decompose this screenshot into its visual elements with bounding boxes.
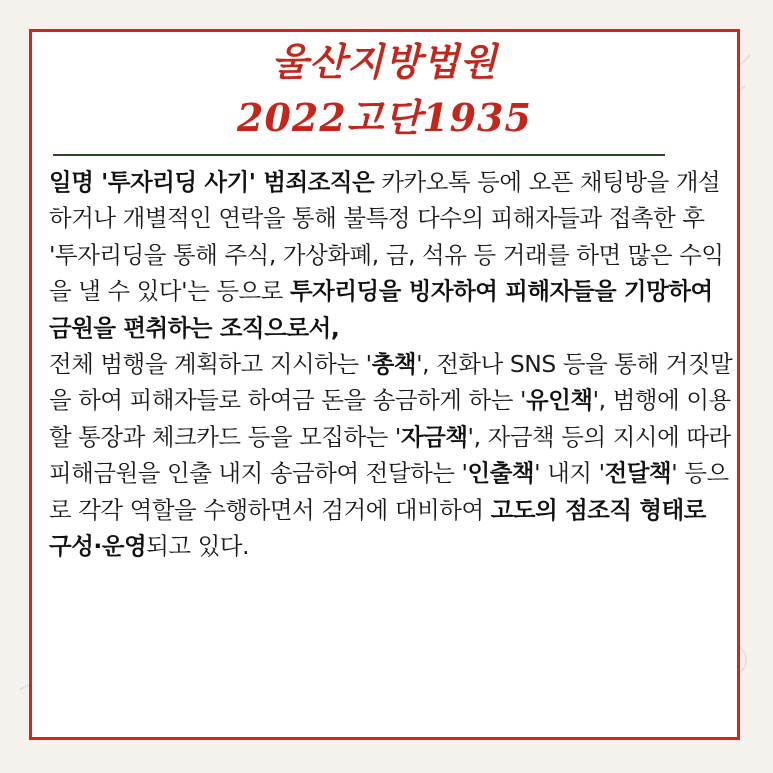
emphasis-text: 전달책 xyxy=(604,459,672,488)
emphasis-text: 총책 xyxy=(371,350,417,379)
emphasis-text: 고도의 점조직 형태로 구성·운영 xyxy=(49,495,706,561)
emphasis-text: 일명 '투자리딩 사기' 범죄조직은 xyxy=(49,168,375,196)
paragraph-1 xyxy=(49,164,733,346)
emphasis-text: 투자리딩을 빙자하여 피해자들을 기망하여 금원을 편취하는 조직으로서, xyxy=(49,277,713,342)
plain-text: ' 등으로 각각 역할을 수행하면서 검거에 대비하여 xyxy=(49,459,729,524)
content-frame xyxy=(29,29,740,740)
emphasis-text: 유인책 xyxy=(526,386,593,415)
case-number: 2022고단1935 xyxy=(237,95,532,140)
plain-text: 카카오톡 등에 오픈 채팅방을 개설하거나 개별적인 연락을 통해 불특정 다수의 피해자들과 접촉한 후 '투자리딩을 통해 주식, 가상화폐, 금, 석유 등 거래를 하면 많은 수익을 낼 수 있다'는 등으로 xyxy=(49,168,724,306)
emphasis-text: 자금책 xyxy=(400,422,468,451)
plain-text: 전체 범행을 계획하고 지시하는 ' xyxy=(49,350,372,379)
title-divider xyxy=(53,154,665,156)
plain-text: ', 범행에 이용할 통장과 체크카드 등을 모집하는 ' xyxy=(49,386,731,451)
plain-text: ', 자금책 등의 지시에 따라 피해금원을 인출 내지 송금하여 전달하는 ' xyxy=(49,422,731,488)
plain-text: ', 전화나 SNS 등을 통해 거짓말을 하여 피해자들로 하여금 돈을 송금하게 하는 ' xyxy=(49,350,733,415)
plain-text: 되고 있다. xyxy=(146,532,250,561)
emphasis-text: 인출책 xyxy=(467,459,535,488)
plain-text: ' 내지 ' xyxy=(534,459,605,488)
paragraph-2 xyxy=(49,346,733,564)
court-title: 울산지방법원 xyxy=(271,39,498,84)
body-text xyxy=(49,164,733,564)
